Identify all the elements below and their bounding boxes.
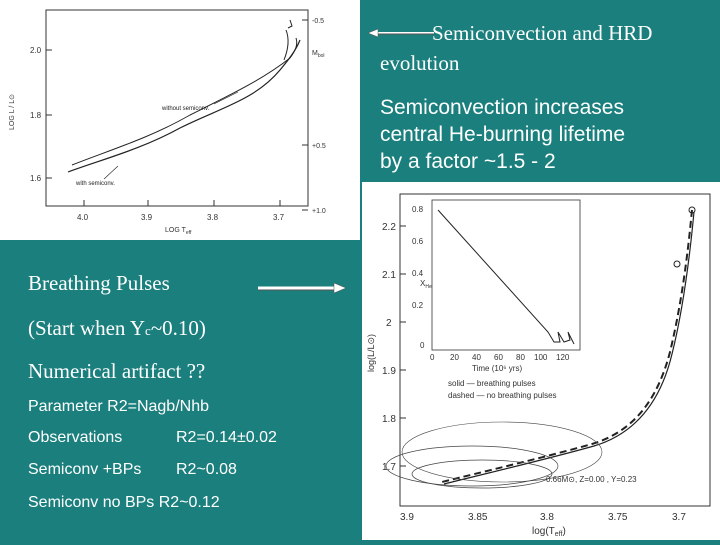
hr-diagram-semiconvection-plot bbox=[0, 0, 360, 240]
semiconv-no-bps-label: Semiconv no BPs R2~0.12 bbox=[28, 494, 220, 511]
right-tick-label: +1.0 bbox=[312, 208, 326, 215]
inset-x-label: Time (10⁶ yrs) bbox=[472, 364, 523, 373]
model-parameters: 0.66M⊙, Z=0.00 , Y=0.23 bbox=[546, 475, 637, 484]
track-with-semiconvection bbox=[72, 38, 297, 165]
arrow-right-icon bbox=[258, 281, 348, 295]
semiconvection-claim-line: Semiconvection increases bbox=[380, 96, 624, 119]
inset-frame bbox=[432, 200, 580, 350]
right-axis-label: $M_{bol}$ bbox=[312, 50, 325, 59]
x-tick-label: 3.7 bbox=[273, 213, 285, 222]
x-tick-label: 3.9 bbox=[141, 213, 153, 222]
x-tick-label: 4.0 bbox=[77, 213, 89, 222]
x-tick-label: 3.75 bbox=[608, 512, 628, 523]
y-tick-label: 2.2 bbox=[382, 222, 396, 233]
y-axis-label: log(L/L⊙) bbox=[366, 333, 376, 372]
semiconvection-claim bbox=[380, 94, 716, 175]
y-tick-label: 2.1 bbox=[382, 270, 396, 281]
breathing-pulses-heading: Breathing Pulses bbox=[28, 271, 170, 295]
y-axis-label: LOG L / L⊙ bbox=[9, 94, 16, 130]
breathing-pulse-loop bbox=[386, 446, 558, 486]
hr-diagram-breathing-pulses bbox=[362, 182, 720, 540]
inset-y-tick: 0.8 bbox=[412, 205, 424, 214]
y-tick-label: 2.0 bbox=[30, 46, 42, 55]
hr-diagram-breathing-pulses-plot bbox=[362, 182, 720, 540]
inset-x-tick: 120 bbox=[556, 353, 570, 362]
inset-x-tick: 0 bbox=[430, 353, 435, 362]
inset-y-tick: 0.4 bbox=[412, 269, 424, 278]
inset-x-tick: 60 bbox=[494, 353, 503, 362]
y-tick-label: 1.6 bbox=[30, 174, 42, 183]
semiconvection-claim-line: central He-burning lifetime bbox=[380, 123, 626, 146]
legend-solid: solid — breathing pulses bbox=[448, 379, 536, 388]
semiconv-bps-label: Semiconv +BPs bbox=[28, 461, 142, 478]
inset-y-label: $X_{He}$ bbox=[420, 279, 432, 290]
x-tick-label: 3.8 bbox=[540, 512, 554, 523]
x-tick-label: 3.8 bbox=[207, 213, 219, 222]
semiconvection-claim-line: by a factor ~1.5 - 2 bbox=[380, 150, 556, 173]
track-no-breathing-pulses bbox=[442, 210, 692, 482]
semiconvection-title-line2: evolution bbox=[380, 51, 460, 75]
y-tick-label: 1.8 bbox=[382, 414, 396, 425]
observations-value: R2=0.14±0.02 bbox=[176, 429, 277, 446]
right-tick-label: +0.5 bbox=[312, 143, 326, 150]
inset-y-tick: 0 bbox=[420, 341, 425, 350]
inset-x-tick: 40 bbox=[472, 353, 481, 362]
legend-dashed: dashed — no breathing pulses bbox=[448, 391, 557, 400]
y-tick-label: 1.8 bbox=[30, 111, 42, 120]
label-with-semiconvection: with semiconv. bbox=[76, 181, 115, 187]
track-breathing-pulses bbox=[444, 212, 694, 484]
label-without-semiconvection: without semiconv. bbox=[162, 106, 210, 112]
breathing-pulses-start: (Start when Yc~0.10) bbox=[28, 316, 206, 340]
track-marker bbox=[674, 261, 680, 267]
y-tick-label: 1.7 bbox=[382, 462, 396, 473]
semiconv-bps-value: R2~0.08 bbox=[176, 461, 237, 478]
x-axis-label: LOG $T_{eff}$ bbox=[165, 227, 192, 236]
y-tick-label: 1.9 bbox=[382, 366, 396, 377]
parameter-r2-definition: Parameter R2=Nagb/Nhb bbox=[28, 398, 209, 415]
inset-xhe-curve bbox=[438, 210, 574, 344]
numerical-artifact-question: Numerical artifact ?? bbox=[28, 359, 206, 383]
observations-label: Observations bbox=[28, 429, 123, 446]
x-tick-label: 3.7 bbox=[672, 512, 686, 523]
inset-x-tick: 100 bbox=[534, 353, 548, 362]
arrow-left-icon bbox=[366, 26, 436, 40]
hr-diagram-semiconvection bbox=[0, 0, 360, 240]
inset-x-tick: 80 bbox=[516, 353, 525, 362]
inset-y-tick: 0.6 bbox=[412, 237, 424, 246]
y-tick-label: 2 bbox=[386, 318, 392, 329]
x-tick-label: 3.9 bbox=[400, 512, 414, 523]
x-axis-label: $\log(T_{eff})$ bbox=[532, 526, 566, 538]
inset-y-tick: 0.2 bbox=[412, 301, 424, 310]
inset-x-tick: 20 bbox=[450, 353, 459, 362]
right-tick-label: -0.5 bbox=[312, 18, 325, 25]
x-tick-label: 3.85 bbox=[468, 512, 488, 523]
semiconvection-title-line1: Semiconvection and HRD bbox=[432, 21, 653, 45]
